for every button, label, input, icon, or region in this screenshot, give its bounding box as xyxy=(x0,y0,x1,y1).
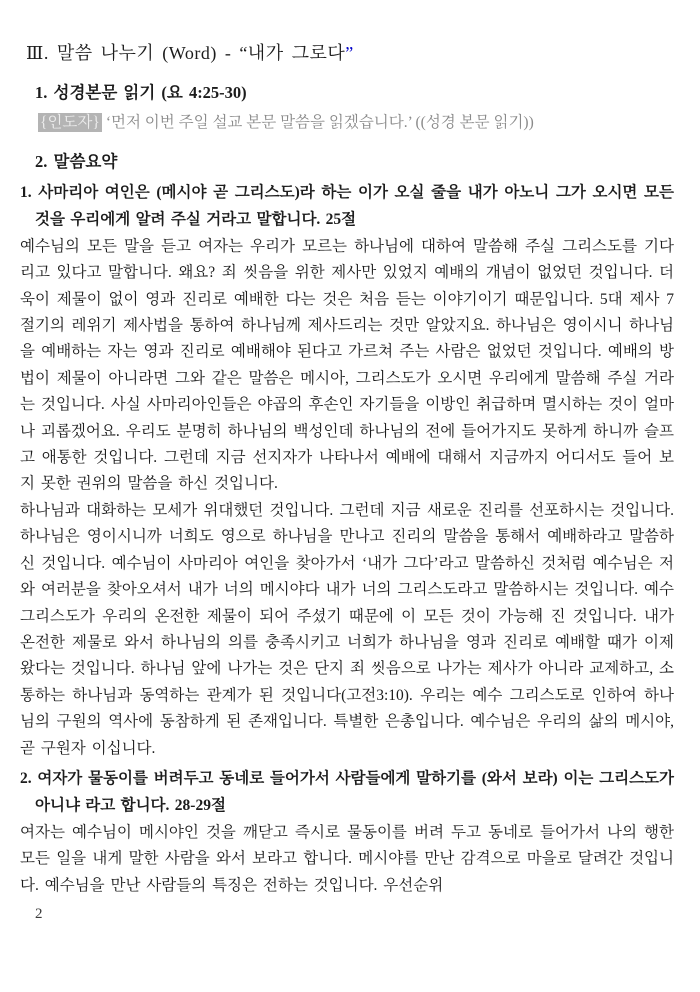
page-title xyxy=(26,38,674,68)
heading-word-summary: 2. 말씀요약 xyxy=(35,152,118,171)
leader-instruction-text: ‘먼저 이번 주일 설교 본문 말씀을 읽겠습니다.’ ((성경 본문 읽기)) xyxy=(105,114,534,131)
summary-point-1: 1. 사마리아 여인은 (메시야 곧 그리스도)라 하는 이가 오실 줄을 내가 아노니 그가 오시면 모든 것을 우리에게 알려 주실 거라고 말합니다. 25절 xyxy=(20,184,674,229)
body-paragraph-3: 여자는 예수님이 메시야인 것을 깨닫고 즉시로 물동이를 버려 두고 동네로 들어가서 나의 행한 모든 일을 내게 말한 사람을 와서 보라고 합니다. 메시야를 만난 감격으로 마을로 달려간 것입니다. 예수님을 만난 사람들의 특징은 전하는 것입니다. 우선순위 xyxy=(20,823,674,894)
leader-chip: {인도자} xyxy=(40,114,100,131)
body-paragraph-2: 하나님과 대화하는 모세가 위대했던 것입니다. 그런데 지금 새로운 진리를 선포하시는 것입니다. 하나님은 영이시니까 너희도 영으로 하나님을 만나고 진리의 말씀을 통해서 예배하라고 말씀하신 것입니다. 예수님이 사마리아 여인을 찾아가서 ‘내가 그다’라고 말씀하신 것처럼 예수님은 저와 여러분을 찾아오셔서 내가 너의 메시야다 내가 너의 그리스도라고 말씀하시는 것입니다. 예수 그리스도가 우리의 온전한 제물이 되어 주셨기 때문에 이 모든 것이 가능해 진 것입니다. 내가 온전한 제물로 와서 하나님의 의를 충족시키고 너희가 하나님을 영과 진리로 예배할 때가 이제 왔다는 것입니다. 하나님 앞에 나가는 것은 단지 죄 씻음으로 나가는 제사가 아니라 교제하고, 소통하는 하나님과 동역하는 관계가 된 것입니다(고전3:10). 우리는 예수 그리스도로 인하여 하나님의 구원의 역사에 동참하게 된 존재입니다. 특별한 은총입니다. 예수님은 우리의 삶의 메시야, 곧 구원자 이십니다. xyxy=(20,501,674,757)
page-number: 2 xyxy=(35,905,43,922)
leader-instruction-line xyxy=(38,109,674,137)
revision-quote-mark: ” xyxy=(345,43,354,63)
page-title-text: Ⅲ. 말씀 나누기 (Word) - “내가 그로다 xyxy=(26,43,346,63)
body-paragraph-1: 예수님의 모든 말을 듣고 여자는 우리가 모르는 하나님에 대하여 말씀해 주실 그리스도를 기다리고 있다고 말합니다. 왜요? 죄 씻음을 위한 제사만 있었지 예배의 개념이 없었던 것입니다. 더욱이 제물이 없이 영과 진리로 예배한 다는 것은 처음 듣는 이야기이기 때문입니다. 5대 제사 7절기의 레위기 제사법을 통하여 하나님께 제사드리는 것만 알았지요. 하나님은 영이시니 하나님을 예배하는 자는 영과 진리로 예배해야 된다고 가르쳐 주는 사람은 없었던 것입니다. 예배의 방법이 제물이 아니라면 그와 같은 말씀은 메시아, 그리스도가 오시면 우리에게 말씀해 주실 거라는 것입니다. 사실 사마리아인들은 야곱의 후손인 자기들을 이방인 취급하며 멸시하는 것이 얼마나 괴롭겠어요. 우리도 분명히 하나님의 백성인데 하나님의 전에 들어가지도 못하게 하니까 슬프고 애통한 것입니다. 그런데 지금 선지자가 나타나서 예배에 대해서 지금까지 어디서도 들어 보지 못한 권위의 말씀을 하신 것입니다. xyxy=(20,237,674,493)
summary-point-2: 2. 여자가 물동이를 버려두고 동네로 들어가서 사람들에게 말하기를 (와서 보라) 이는 그리스도가 아니냐 라고 합니다. 28-29절 xyxy=(20,769,674,815)
heading-scripture-reading: 1. 성경본문 읽기 (요 4:25-30) xyxy=(35,83,247,102)
